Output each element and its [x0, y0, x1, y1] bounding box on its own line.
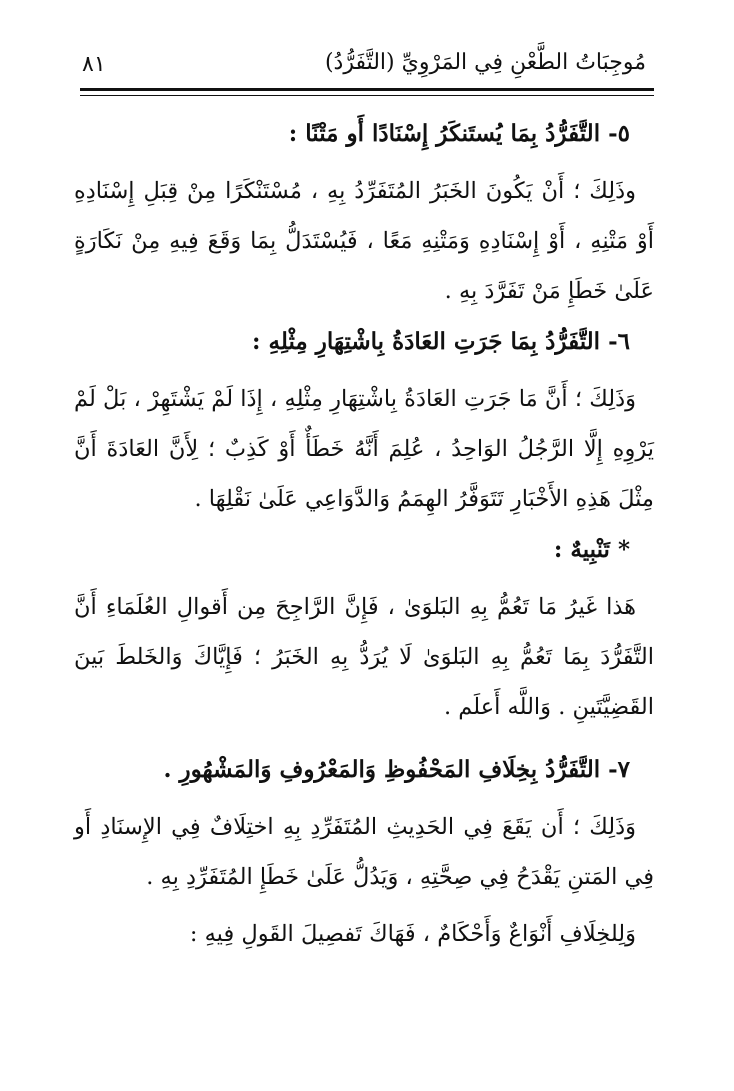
section-7-heading: ٧- التَّفَرُّدُ بِخِلَافِ المَحْفُوظِ وَالمَعْرُوفِ وَالمَشْهُورِ .	[163, 756, 630, 783]
section-7-paragraph: وَذَلِكَ ؛ أَن يَقَعَ فِي الحَدِيثِ المُتَفَرِّدِ بِهِ اختِلَافٌ فِي الإِسنَادِ أَو فِي المَتنِ يَقْدَحُ فِي صِحَّتِهِ ، وَيَدُلُّ عَلَىٰ خَطَإِ المُتَفَرِّدِ بِهِ .	[74, 814, 654, 890]
note-heading	[74, 524, 654, 576]
section-6-paragraph: وَذَلِكَ ؛ أَنَّ مَا جَرَتِ العَادَةُ بِاشْتِهَارِ مِثْلِهِ ، إِذَا لَمْ يَشْتَهِرْ ، بَلْ لَمْ يَرْوِهِ إِلَّا الرَّجُلُ الوَاحِدُ ، عُلِمَ أَنَّهُ خَطَأٌ أَوْ كَذِبٌ ؛ لِأَنَّ العَادَةَ أَنَّ مِثْلَ هَذِهِ الأَخْبَارِ تَتَوَفَّرُ الهِمَمُ وَالدَّوَاعِي عَلَىٰ نَقْلِهَا .	[74, 386, 654, 512]
page-number: ٨١	[82, 52, 106, 77]
section-7-closing: وَلِلخِلَافِ أَنْوَاعٌ وَأَحْكَامٌ ، فَهَاكَ تَفصِيلَ القَولِ فِيهِ :	[189, 921, 636, 947]
section-5-heading: ٥- التَّفَرُّدُ بِمَا يُستَنكَرُ إِسْنَادًا أَو مَتْنًا :	[288, 120, 630, 147]
asterisk-marker: *	[617, 536, 630, 563]
note-paragraph: هَذا غَيرُ مَا تَعُمُّ بِهِ البَلوَىٰ ، فَإِنَّ الرَّاجِحَ مِن أَقوالِ العُلَمَاءِ أَنَّ التَّفَرُّدَ بِمَا تَعُمُّ بِهِ البَلوَىٰ لَا يُرَدُّ بِهِ الخَبَرُ ؛ فَإِيَّاكَ وَالخَلطَ بَينَ القَضِيَّتَينِ . وَاللَّه أَعلَم .	[74, 594, 654, 720]
page-body	[74, 108, 654, 960]
running-title: مُوجِبَاتُ الطَّعْنِ فِي المَرْوِيِّ (التَّفَرُّدُ)	[324, 50, 646, 75]
note-heading-label: تَنْبِيهٌ :	[553, 536, 610, 563]
section-5-paragraph: وذَلِكَ ؛ أَنْ يَكُونَ الخَبَرُ المُتَفَرِّدُ بِهِ ، مُسْتَنْكَرًا مِنْ قِبَلِ إِسْنَادِهِ أَوْ مَتْنِهِ ، أَوْ إِسْنَادِهِ وَمَتْنِهِ مَعًا ، فَيُسْتَدَلُّ بِمَا وَقَعَ فِيهِ مِنْ نَكَارَةٍ عَلَىٰ خَطَإِ مَنْ تَفَرَّدَ بِهِ .	[74, 178, 654, 304]
header-rule-thick	[80, 88, 654, 91]
section-6-heading: ٦- التَّفَرُّدُ بِمَا جَرَتِ العَادَةُ بِاشْتِهَارِ مِثْلِهِ :	[252, 328, 630, 355]
header-rule-thin	[80, 95, 654, 96]
